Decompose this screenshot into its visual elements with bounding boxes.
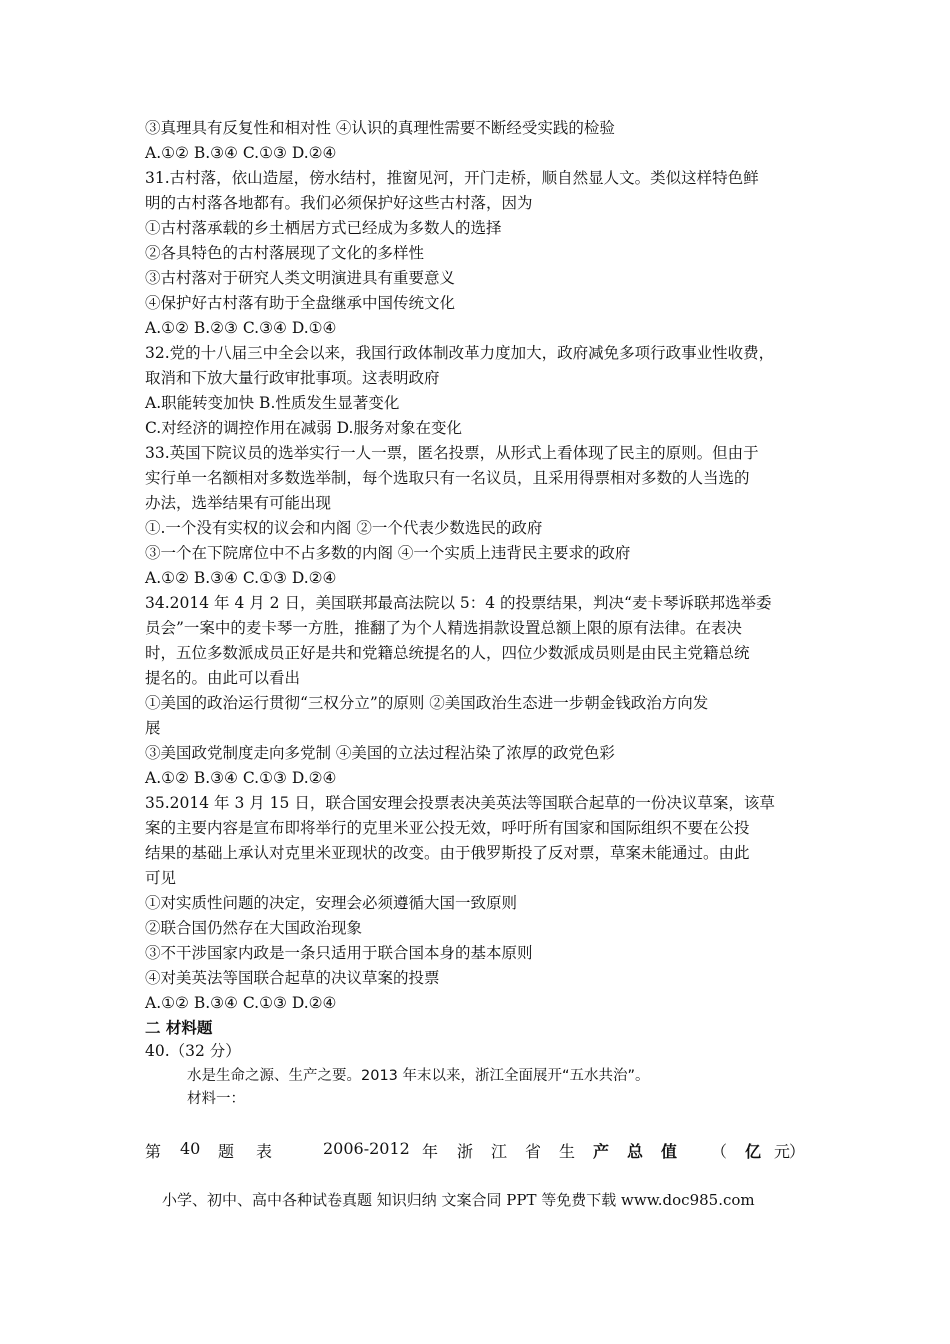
question-40: 40.（32 分）	[145, 1042, 241, 1060]
question-35: 35.2014 年 3 月 15 日，联合国安理会投票表决美英法等国联合起草的一份决议草案，该草	[145, 794, 775, 812]
text-line: ③真理具有反复性和相对性 ④认识的真理性需要不断经受实践的检验	[145, 119, 615, 137]
table-title-char: （	[711, 1142, 728, 1161]
answer-options: A.①② B.③④ C.①③ D.②④	[145, 994, 337, 1012]
text-line: C.对经济的调控作用在减弱 D.服务对象在变化	[145, 419, 462, 437]
text-line: ①对实质性问题的决定，安理会必须遵循大国一致原则	[145, 894, 518, 912]
text-line: ①.一个没有实权的议会和内阁 ②一个代表少数选民的政府	[145, 519, 543, 537]
text-line: 展	[145, 719, 161, 737]
text-line: 员会”一案中的麦卡琴一方胜，推翻了为个人精选捐款设置总额上限的原有法律。在表决	[145, 619, 742, 637]
material-intro: 水是生命之源、生产之要。2013 年末以来，浙江全面展开“五水共治”。	[187, 1068, 650, 1084]
text-line: 实行单一名额相对多数选举制，每个选取只有一名议员，且采用得票相对多数的人当选的	[145, 469, 750, 487]
table-title-char: 生	[559, 1142, 576, 1161]
table-title-char: 江	[491, 1142, 508, 1161]
question-33: 33.英国下院议员的选举实行一人一票，匿名投票，从形式上看体现了民主的原则。但由于	[145, 444, 759, 462]
table-title-char: 表	[256, 1142, 273, 1161]
table-title-char: 省	[525, 1142, 542, 1161]
table-title-char: 总	[627, 1142, 644, 1161]
page-footer: 小学、初中、高中各种试卷真题 知识归纳 文案合同 PPT 等免费下载 www.doc985.com	[162, 1191, 755, 1209]
table-title-char: 2006-2012	[323, 1139, 410, 1158]
text-line: 结果的基础上承认对克里米亚现状的改变。由于俄罗斯投了反对票，草案未能通过。由此	[145, 844, 750, 862]
table-title-char: 40	[180, 1139, 201, 1158]
text-line: 时，五位多数派成员正好是共和党籍总统提名的人，四位少数派成员则是由民主党籍总统	[145, 644, 750, 662]
table-title	[145, 1139, 805, 1161]
question-34: 34.2014 年 4 月 2 日，美国联邦最高法院以 5：4 的投票结果，判决“麦卡琴诉联邦选举委	[145, 594, 772, 612]
text-line: 提名的。由此可以看出	[145, 669, 301, 687]
table-title-char: 产	[593, 1142, 610, 1161]
table-title-char: 亿	[745, 1142, 762, 1161]
table-title-char: 浙	[457, 1142, 474, 1161]
text-line: ④对美英法等国联合起草的决议草案的投票	[145, 969, 440, 987]
text-line: A.职能转变加快 B.性质发生显著变化	[145, 394, 400, 412]
text-line: 明的古村落各地都有。我们必须保护好这些古村落，因为	[145, 194, 533, 212]
text-line: ①古村落承载的乡土栖居方式已经成为多数人的选择	[145, 219, 502, 237]
text-line: ③古村落对于研究人类文明演进具有重要意义	[145, 269, 456, 287]
section-heading: 二 材料题	[145, 1018, 213, 1037]
question-32: 32.党的十八届三中全会以来，我国行政体制改革力度加大，政府减免多项行政事业性收费，	[145, 344, 775, 362]
text-line: ①美国的政治运行贯彻“三权分立”的原则 ②美国政治生态进一步朝金钱政治方向发	[145, 694, 709, 712]
table-title-char: 元	[774, 1142, 791, 1161]
text-line: ③一个在下院席位中不占多数的内阁 ④一个实质上违背民主要求的政府	[145, 544, 631, 562]
answer-options: A.①② B.③④ C.①③ D.②④	[145, 144, 337, 162]
table-title-char: 值	[661, 1142, 678, 1161]
table-title-char: ）	[789, 1142, 806, 1161]
text-line: 可见	[145, 869, 177, 887]
text-line: 取消和下放大量行政审批事项。这表明政府	[145, 369, 440, 387]
text-line: ②各具特色的古村落展现了文化的多样性	[145, 244, 425, 262]
table-title-char: 第	[145, 1142, 162, 1161]
text-line: ④保护好古村落有助于全盘继承中国传统文化	[145, 294, 456, 312]
text-line: 办法，选举结果有可能出现	[145, 494, 332, 512]
text-line: ③美国政党制度走向多党制 ④美国的立法过程沾染了浓厚的政党色彩	[145, 744, 615, 762]
text-line: ②联合国仍然存在大国政治现象	[145, 919, 363, 937]
answer-options: A.①② B.③④ C.①③ D.②④	[145, 769, 337, 787]
text-line: 案的主要内容是宣布即将举行的克里米亚公投无效，呼吁所有国家和国际组织不要在公投	[145, 819, 750, 837]
text-line: ③不干涉国家内政是一条只适用于联合国本身的基本原则	[145, 944, 533, 962]
table-title-char: 题	[218, 1142, 235, 1161]
question-31: 31.古村落，依山造屋，傍水结村，推窗见河，开门走桥，顺自然显人文。类似这样特色鲜	[145, 169, 759, 187]
answer-options: A.①② B.②③ C.③④ D.①④	[145, 319, 337, 337]
answer-options: A.①② B.③④ C.①③ D.②④	[145, 569, 337, 587]
material-label: 材料一：	[187, 1091, 245, 1107]
table-title-char: 年	[422, 1142, 439, 1161]
